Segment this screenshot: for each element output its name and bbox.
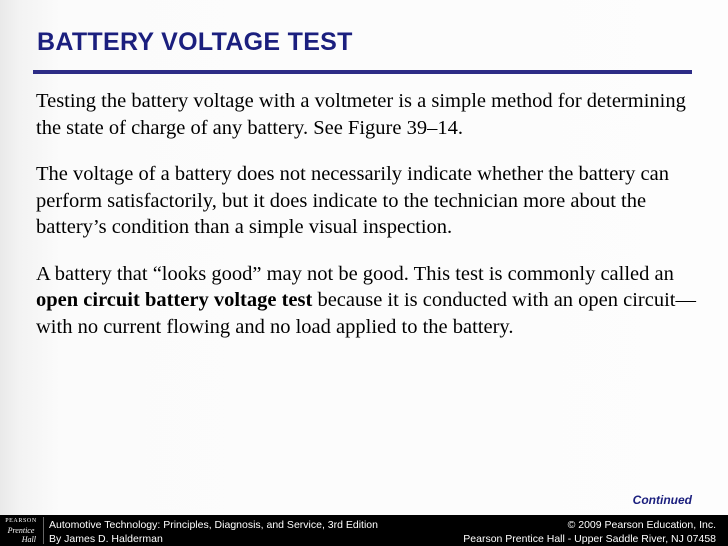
paragraph-2: The voltage of a battery does not necessarily indicate whether the battery can perform satisfactorily, but it does indicate to the technician more about the battery’s condition than a simple visual inspection. — [36, 163, 669, 238]
logo-prentice-text: Prentice — [7, 526, 35, 535]
footer-author: By James D. Halderman — [49, 533, 163, 545]
slide-title: BATTERY VOLTAGE TEST — [37, 28, 353, 56]
footer-copyright-line: © 2009 Pearson Education, Inc. — [567, 519, 716, 531]
paragraph-3-end: because it is conducted with an open circuit—with no current flowing and no load applied to the battery. — [36, 289, 696, 338]
title-underline — [33, 70, 692, 74]
paragraph-3 — [36, 261, 704, 341]
footer-book-info — [49, 518, 378, 546]
footer-publisher-address: Pearson Prentice Hall - Upper Saddle River, NJ 07458 — [463, 533, 716, 545]
continued-label: Continued — [632, 493, 692, 507]
slide-body — [36, 88, 704, 360]
logo-hall-text: Hall — [21, 535, 36, 544]
footer-copyright — [463, 518, 716, 546]
bold-term: open circuit battery voltage test — [36, 289, 313, 311]
paragraph-3-start: A battery that “looks good” may not be good. This test is commonly called an — [36, 262, 674, 285]
logo-divider — [43, 517, 44, 544]
footer-bar — [0, 515, 728, 546]
footer-book-title: Automotive Technology: Principles, Diagnosis, and Service, 3rd Edition — [49, 519, 378, 531]
logo-pearson-text: PEARSON — [5, 518, 37, 524]
paragraph-1: Testing the battery voltage with a voltmeter is a simple method for determining the state of charge of any battery. See Figure 39–14. — [36, 90, 686, 139]
publisher-logo — [2, 517, 40, 544]
